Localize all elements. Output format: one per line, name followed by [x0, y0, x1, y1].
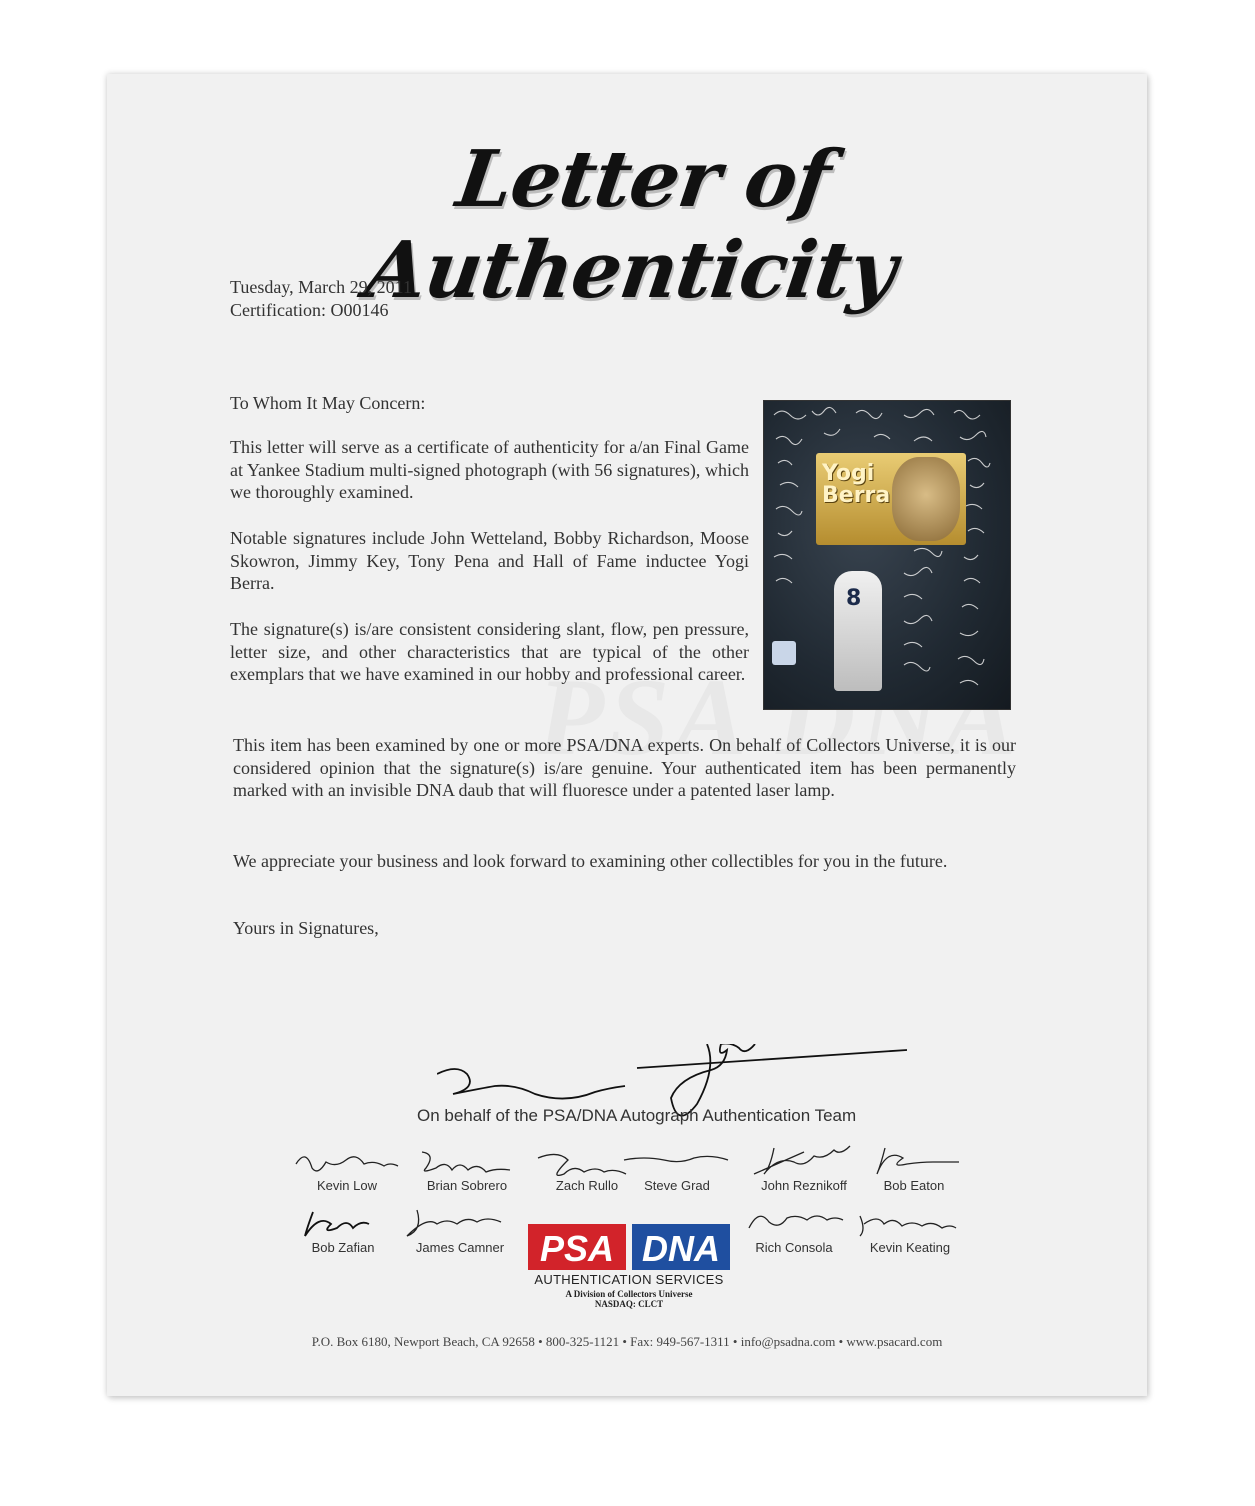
division-label: A Division of Collectors Universe NASDAQ: CLCT	[565, 1289, 693, 1309]
jersey-number: 8	[846, 586, 862, 611]
staff-signature-steve-grad: Steve Grad	[622, 1144, 732, 1193]
staff-signature-bob-eaton: Bob Eaton	[859, 1144, 969, 1193]
yogi-berra-portrait	[892, 457, 960, 541]
staff-signature-brian-sobrero: Brian Sobrero	[412, 1144, 522, 1193]
contact-footer: P.O. Box 6180, Newport Beach, CA 92658 • 800-325-1121 • Fax: 949-567-1311 • info@psadna.com • www.psacard.com	[311, 1334, 943, 1349]
letter-title: Letter of Authenticity	[359, 134, 902, 316]
staff-signature-kevin-low: Kevin Low	[292, 1144, 402, 1193]
paragraph-authentication-opinion: This item has been examined by one or more PSA/DNA experts. On behalf of Collectors Universe, it is our considered opinion that the signature(s) is/are genuine. Your authenticated item has been permanently marked with an invisible DNA daub that will fluoresce under a patented laser lamp.	[233, 735, 1016, 800]
staff-signature-john-reznikoff: John Reznikoff	[744, 1144, 864, 1193]
paragraph-signature-analysis: The signature(s) is/are consistent considering slant, flow, pen pressure, letter size, and other characteristics that are typical of the other exemplars that we have examined in our hobby and professional career.	[230, 619, 749, 684]
letter-meta	[230, 276, 412, 322]
letter-sheet	[107, 74, 1147, 1396]
staff-signature-james-camner: James Camner	[397, 1206, 523, 1255]
letter-date: Tuesday, March 29, 2011	[230, 277, 412, 297]
psa-text: PSA	[539, 1228, 615, 1269]
psa-dna-logo	[528, 1224, 730, 1270]
yankee-stadium-logo	[772, 641, 796, 665]
paragraph-notable-signatures: Notable signatures include John Wetteland, Bobby Richardson, Moose Skowron, Jimmy Key, Tony Pena and Hall of Fame inductee Yogi Berra.	[230, 528, 749, 593]
staff-signature-zach-rullo: Zach Rullo	[532, 1144, 642, 1193]
paragraph-appreciation: We appreciate your business and look forward to examining other collectibles for you in the future.	[233, 851, 948, 871]
staff-signature-rich-consola: Rich Consola	[739, 1206, 849, 1255]
photo-signatures-overlay	[764, 401, 1010, 709]
yogi-berra-label: Yogi Berra	[822, 461, 891, 508]
paragraph-item-description: This letter will serve as a certificate of authenticity for a/an Final Game at Yankee Stadium multi-signed photograph (with 56 signatures), which we thoroughly examined.	[230, 437, 749, 502]
salutation: To Whom It May Concern:	[230, 393, 426, 413]
dna-text: DNA	[642, 1228, 720, 1269]
staff-signature-kevin-keating: Kevin Keating	[852, 1206, 968, 1255]
closing: Yours in Signatures,	[233, 918, 379, 938]
authentication-services-label: AUTHENTICATION SERVICES	[534, 1272, 724, 1287]
staff-signature-bob-zafian: Bob Zafian	[293, 1206, 393, 1255]
on-behalf-line: On behalf of the PSA/DNA Autograph Authentication Team	[417, 1106, 857, 1125]
certification-number: Certification: O00146	[230, 300, 389, 320]
item-photograph	[763, 400, 1011, 710]
